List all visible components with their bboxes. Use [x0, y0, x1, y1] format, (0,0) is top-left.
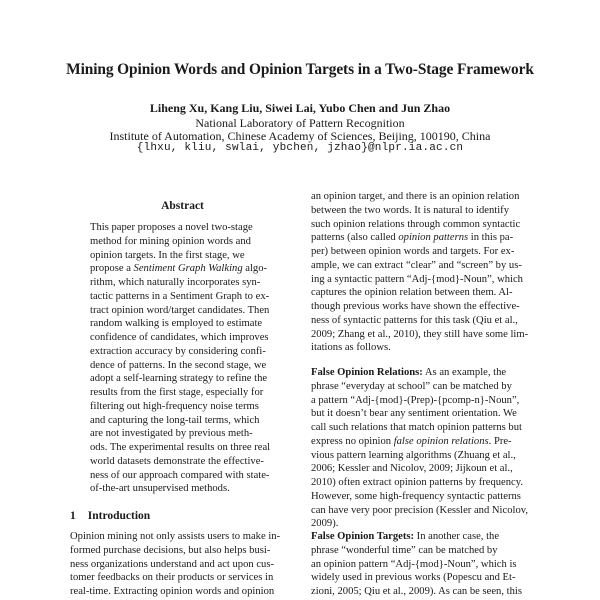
right-para2-line: However, some high-frequency syntactic patterns [311, 490, 521, 502]
paper-title: Mining Opinion Words and Opinion Targets in a Two-Stage Framework [66, 61, 534, 78]
abstract-line: extraction accuracy by considering confi- [90, 345, 266, 357]
false-opinion-targets-lead: False Opinion Targets: [311, 531, 415, 542]
introduction-line: formed purchase decisions, but also helps busi- [70, 544, 271, 556]
right-para2-line: express no opinion false opinion relations. Pre- [311, 435, 512, 447]
right-para3-line: widely used in previous works (Popescu and Et- [311, 572, 516, 584]
abstract-line: of-the-art unsupervised methods. [90, 483, 230, 495]
affiliation-institute: Institute of Automation, Chinese Academy of Sciences, Beijing, 100190, China [109, 129, 491, 143]
right-para1-line: though previous works have shown the effective- [311, 301, 520, 312]
right-para2-line: a pattern “Adj-{mod}-(Prep)-{pcomp-n}-Noun”, [311, 394, 520, 406]
right-para2-line: but it doesn’t bear any sentiment orientation. We [311, 408, 517, 420]
section-title: Introduction [87, 510, 151, 522]
abstract-line: This paper proposes a novel two-stage [90, 222, 253, 233]
right-para1-line: such opinion relations through common syntactic [311, 218, 521, 230]
introduction-line: Opinion mining not only assists users to make in- [70, 531, 281, 542]
right-para2-line: 2010) often extract opinion patterns by frequency. [311, 477, 523, 488]
abstract-line: tactic patterns in a Sentiment Graph to ex- [90, 290, 270, 302]
abstract-line: propose a Sentiment Graph Walking algo- [90, 263, 268, 275]
abstract-line: opinion targets. In the first stage, we [90, 249, 245, 261]
right-para1-line: captures the opinion relation between them. Al- [311, 287, 513, 299]
right-para1-line: itations as follows. [311, 342, 391, 354]
abstract-line: ods. The experimental results on three real [90, 442, 271, 453]
abstract-line: tract opinion word/target candidates. Then [90, 304, 270, 316]
right-para3-line: phrase “wonderful time” can be matched by [311, 544, 498, 556]
introduction-line: real-time. Extracting opinion words and opinion [70, 586, 275, 597]
section-heading-introduction [70, 510, 150, 522]
right-para3-line: False Opinion Targets: In another case, the [311, 531, 500, 542]
right-para1-line: ing a syntactic pattern “Adj-{mod}-Noun”, which [311, 273, 523, 285]
abstract-heading: Abstract [161, 200, 204, 212]
right-para2-line: can have very poor precision (Kessler and Nicolov, [311, 504, 528, 516]
right-para1-line: ness of syntactic patterns for this task (Qiu et al., [311, 314, 518, 326]
right-para1-line: an opinion target, and there is an opinion relation [311, 191, 520, 202]
right-para3-line: an opinion pattern “Adj-{mod}-Noun”, which is [311, 558, 517, 570]
abstract-line: and capturing the long-tail terms, which [90, 414, 260, 426]
abstract-line: random walking is employed to estimate [90, 318, 263, 330]
abstract-line: adopt a self-learning strategy to refine the [90, 373, 268, 385]
abstract-line: method for mining opinion words and [90, 235, 251, 247]
abstract-line: are not investigated by previous meth- [90, 428, 253, 440]
section-number: 1 [70, 510, 76, 522]
right-para1-line: patterns (also called opinion patterns in this pa- [311, 232, 514, 244]
right-para2-line: 2009). [311, 518, 339, 530]
abstract-line: filtering out high-frequency noise terms [90, 400, 259, 412]
affiliation-lab: National Laboratory of Pattern Recognition [195, 116, 405, 130]
right-para2-line: 2006; Kessler and Nicolov, 2009; Jijkoun et al., [311, 463, 513, 475]
right-para1-line: ample, we can extract “clear” and “screen” by us- [311, 259, 522, 271]
abstract-line: results from the first stage, especially for [90, 387, 264, 398]
false-opinion-relations-lead: False Opinion Relations: [311, 367, 423, 378]
abstract-line: dence of patterns. In the second stage, we [90, 359, 267, 371]
right-para2-line: vious pattern learning algorithms (Zhuang et al., [311, 449, 516, 461]
introduction-line: ness organizations understand and act upon cus- [70, 558, 274, 570]
right-para1-line: 2009; Zhang et al., 2010), they still have some lim- [311, 328, 529, 340]
right-para2-line: phrase “everyday at school” can be matched by [311, 380, 512, 392]
author-emails: {lhxu, kliu, swlai, ybchen, jzhao}@nlpr.ia.ac.cn [136, 142, 464, 154]
abstract-line: world datasets demonstrate the effective- [90, 455, 264, 467]
introduction-line: tomer feedbacks on their products or services in [70, 572, 274, 584]
right-para2-line: call such relations that match opinion patterns but [311, 422, 522, 433]
right-para1-line: between the two words. It is natural to identify [311, 204, 509, 216]
abstract-line: confidence of candidates, which improves [90, 332, 269, 343]
abstract-line: rithm, which naturally incorporates syn- [90, 277, 261, 288]
author-list: Liheng Xu, Kang Liu, Siwei Lai, Yubo Chen and Jun Zhao [149, 101, 451, 115]
right-para2-line: False Opinion Relations: As an example, the [311, 367, 507, 378]
right-para1-line: per) between opinion words and targets. For ex- [311, 246, 515, 257]
right-para3-line: zioni, 2005; Qiu et al., 2009). As can be seen, this [311, 586, 522, 597]
abstract-line: ness of our approach compared with state- [90, 469, 270, 481]
